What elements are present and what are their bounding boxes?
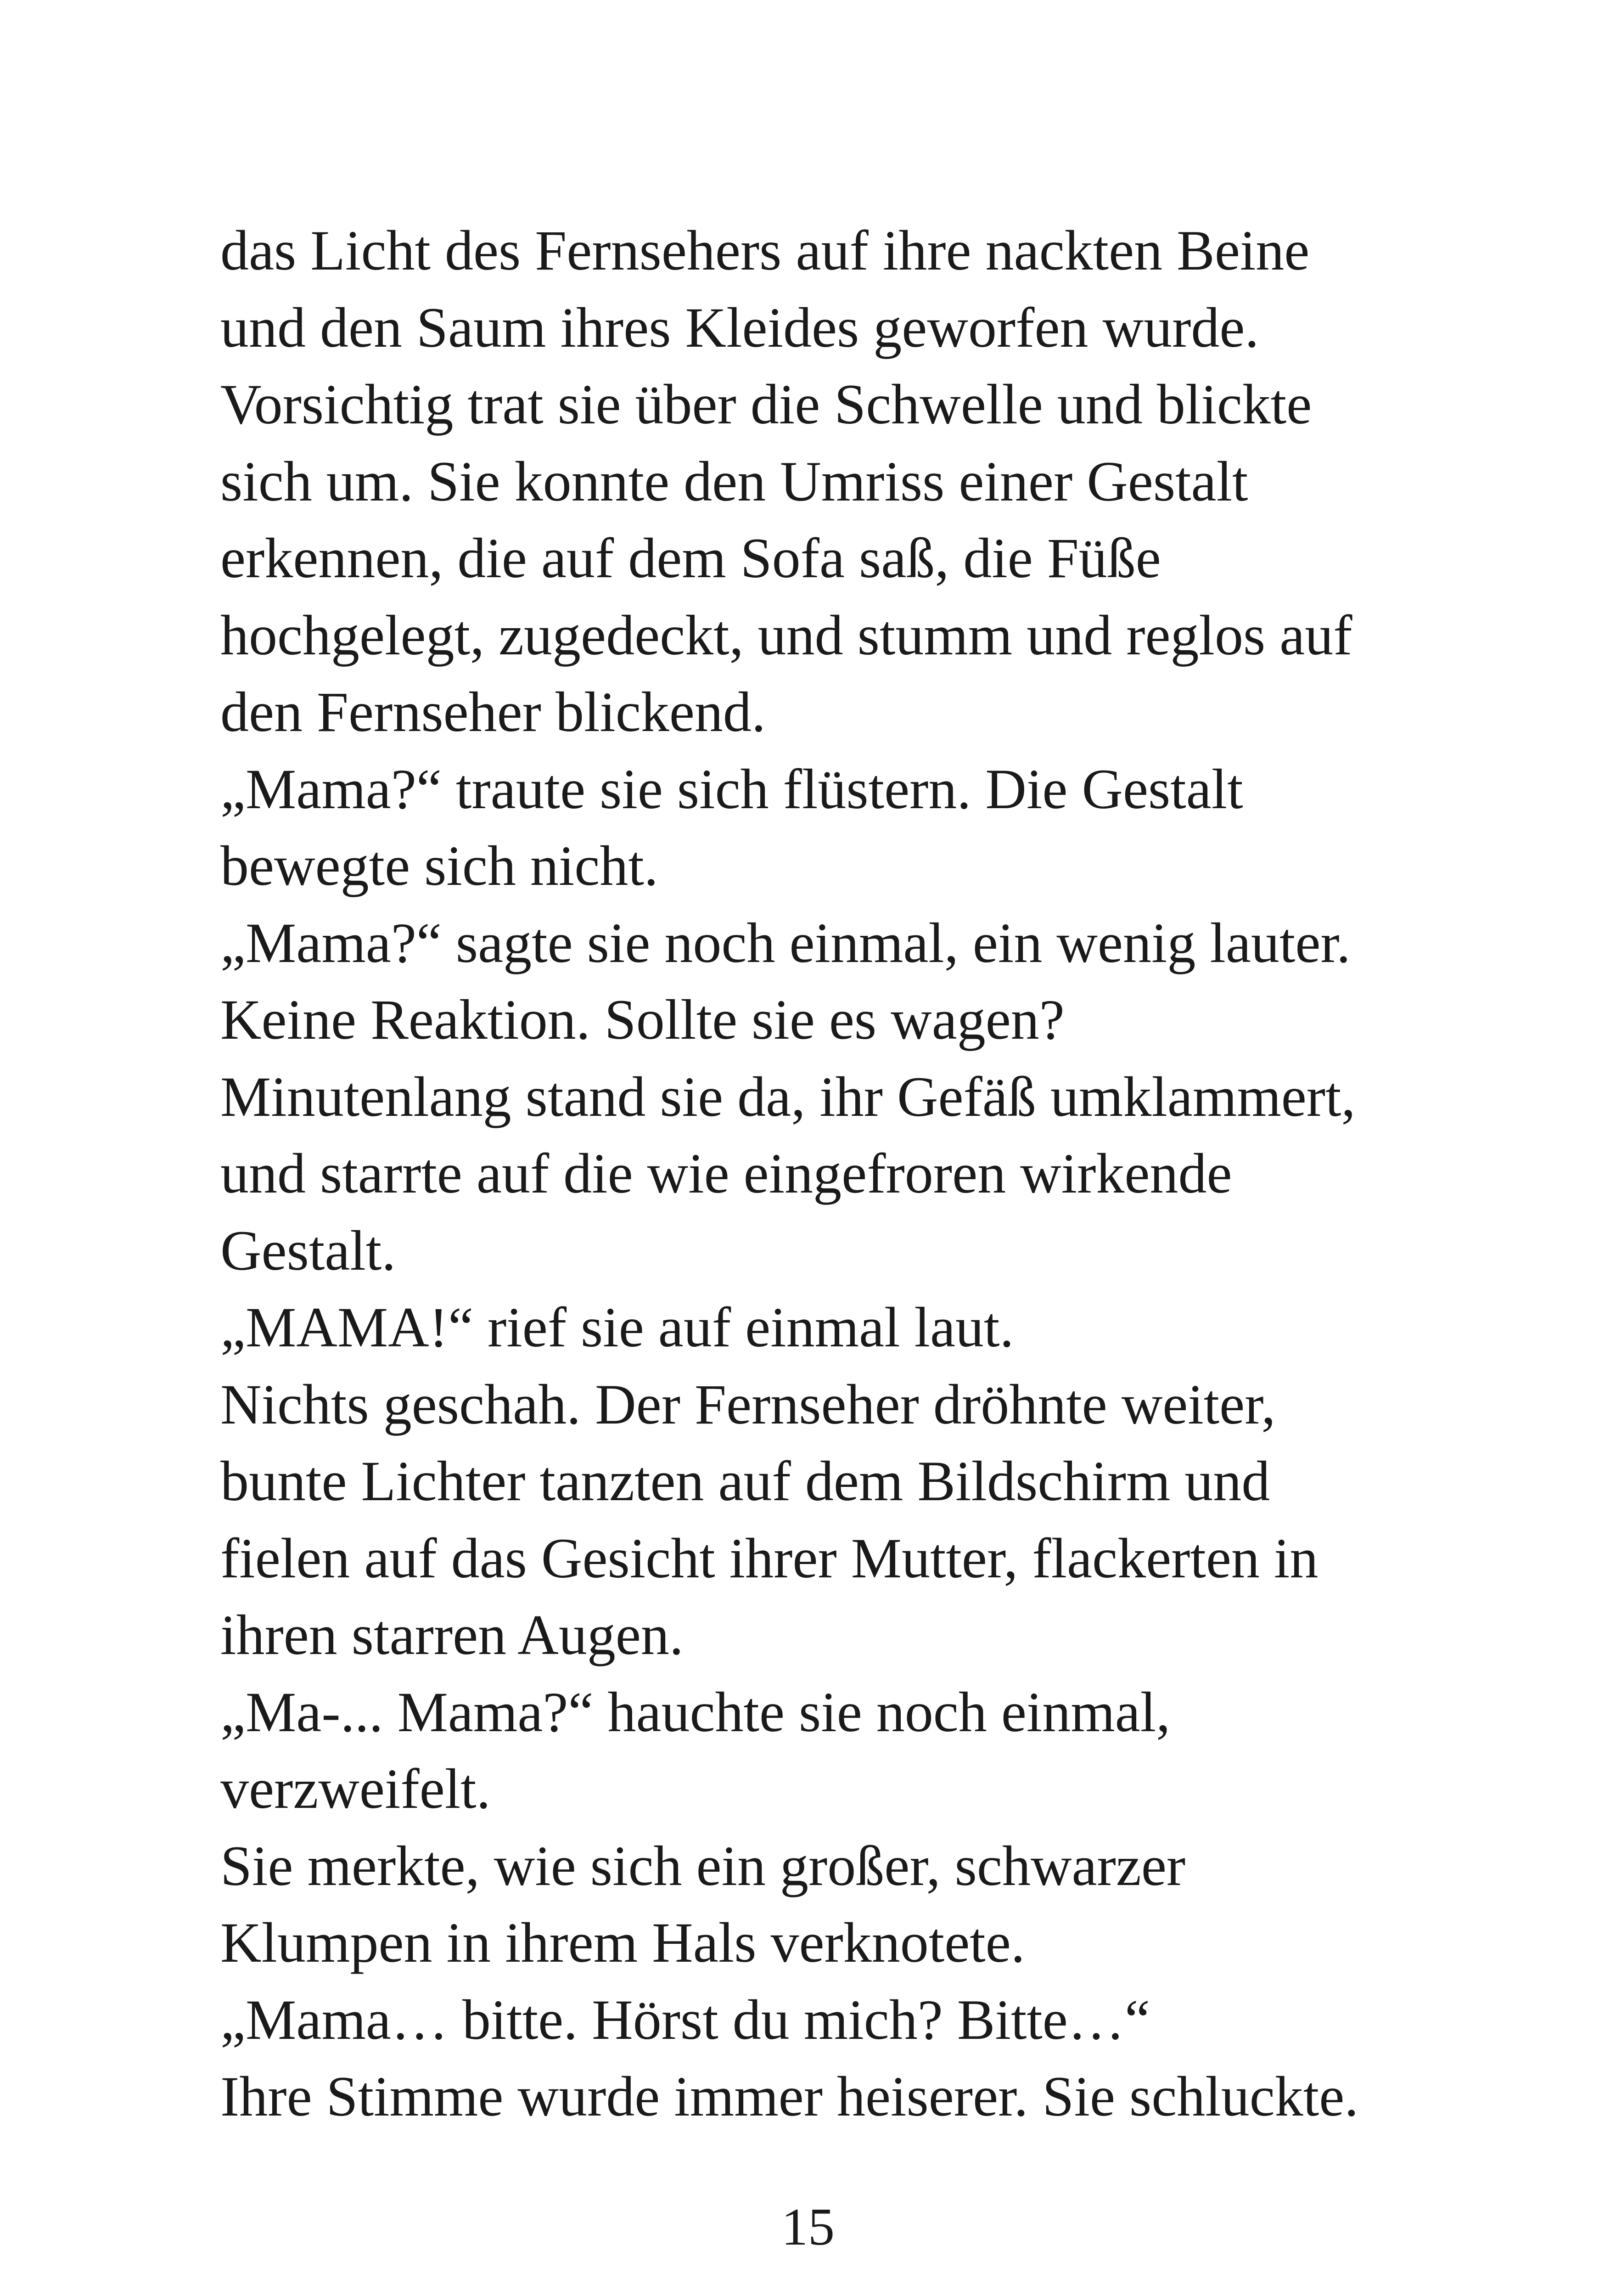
text-line: erkennen, die auf dem Sofa saß, die Füße bbox=[220, 527, 1161, 590]
text-line: „MAMA!“ rief sie auf einmal laut. bbox=[220, 1296, 1014, 1359]
text-line: ihren starren Augen. bbox=[220, 1604, 684, 1666]
body-text bbox=[220, 212, 1423, 2135]
text-line: bunte Lichter tanzten auf dem Bildschirm und bbox=[220, 1450, 1270, 1513]
text-line: Minutenlang stand sie da, ihr Gefäß umklammert, bbox=[220, 1065, 1356, 1128]
text-line: „Ma-... Mama?“ hauchte sie noch einmal, bbox=[220, 1680, 1171, 1744]
text-line: und starrte auf die wie eingefroren wirkende bbox=[220, 1142, 1232, 1205]
text-line: Keine Reaktion. Sollte sie es wagen? bbox=[220, 988, 1065, 1051]
text-line: fielen auf das Gesicht ihrer Mutter, flackerten in bbox=[220, 1526, 1319, 1590]
text-line: „Mama?“ sagte sie noch einmal, ein wenig lauter. bbox=[220, 911, 1351, 974]
text-line: sich um. Sie konnte den Umriss einer Gestalt bbox=[220, 450, 1248, 513]
text-line: den Fernseher blickend. bbox=[220, 681, 766, 743]
text-line: Gestalt. bbox=[220, 1219, 396, 1282]
page-number: 15 bbox=[781, 2198, 835, 2257]
text-line: bewegte sich nicht. bbox=[220, 834, 658, 897]
text-line: „Mama?“ traute sie sich flüstern. Die Gestalt bbox=[220, 757, 1243, 821]
text-line: „Mama… bitte. Hörst du mich? Bitte…“ bbox=[220, 1988, 1150, 2051]
text-line: verzweifelt. bbox=[220, 1757, 491, 1820]
text-line: Ihre Stimme wurde immer heiserer. Sie schluckte. bbox=[220, 2065, 1359, 2128]
text-line: Vorsichtig trat sie über die Schwelle und blickte bbox=[220, 373, 1312, 436]
text-line: Sie merkte, wie sich ein großer, schwarzer bbox=[220, 1834, 1186, 1897]
text-line: Nichts geschah. Der Fernseher dröhnte weiter, bbox=[220, 1373, 1276, 1436]
text-line: das Licht des Fernsehers auf ihre nackten Beine bbox=[220, 219, 1310, 282]
text-line: Klumpen in ihrem Hals verknotete. bbox=[220, 1911, 1025, 1974]
text-line: hochgelegt, zugedeckt, und stumm und reglos auf bbox=[220, 603, 1352, 667]
text-line: und den Saum ihres Kleides geworfen wurde. bbox=[220, 296, 1259, 359]
